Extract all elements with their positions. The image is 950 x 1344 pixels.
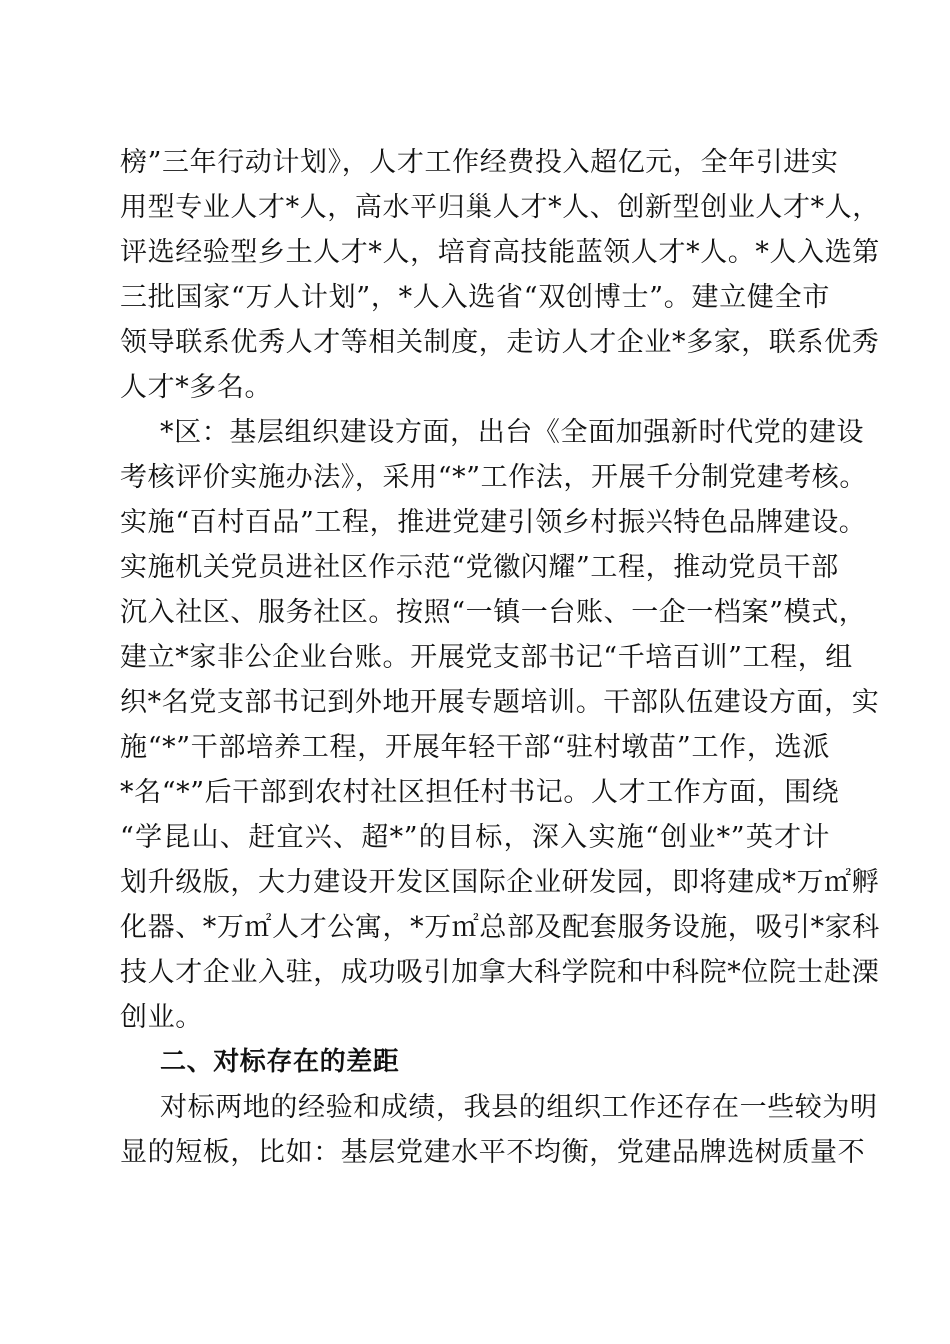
document-body	[120, 140, 880, 1175]
text-line: 划升级版，大力建设开发区国际企业研发园，即将建成*万㎡孵	[120, 867, 880, 898]
text-line: 化器、*万㎡人才公寓，*万㎡总部及配套服务设施，吸引*家科	[120, 912, 880, 943]
text-line: “学昆山、赶宜兴、超*”的目标，深入实施“创业*”英才计	[120, 822, 830, 853]
text-line: 实施机关党员进社区作示范“党徽闪耀”工程，推动党员干部	[120, 552, 839, 583]
text-line: 三批国家“万人计划”，*人入选省“双创博士”。建立健全市	[120, 282, 830, 313]
text-line: 对标两地的经验和成绩，我县的组织工作还存在一些较为明	[160, 1092, 878, 1123]
text-line: 评选经验型乡土人才*人，培育高技能蓝领人才*人。*人入选第	[120, 237, 880, 268]
text-line: 榜”三年行动计划》，人才工作经费投入超亿元，全年引进实	[120, 147, 839, 178]
text-line: *区：基层组织建设方面，出台《全面加强新时代党的建设	[160, 417, 865, 448]
text-line: 用型专业人才*人，高水平归巢人才*人、创新型创业人才*人，	[120, 192, 880, 223]
text-line: 建立*家非公企业台账。开展党支部书记“千培百训”工程，组	[120, 642, 853, 673]
text-line: 考核评价实施办法》，采用“*”工作法，开展千分制党建考核。	[120, 462, 868, 493]
text-line: 施“*”干部培养工程，开展年轻干部“驻村墩苗”工作，选派	[120, 732, 830, 763]
text-line: 显的短板，比如：基层党建水平不均衡，党建品牌选树质量不	[120, 1137, 866, 1168]
text-line: 织*名党支部书记到外地开展专题培训。干部队伍建设方面，实	[120, 687, 880, 718]
text-line: 人才*多名。	[120, 372, 273, 403]
text-line: 实施“百村百品”工程，推进党建引领乡村振兴特色品牌建设。	[120, 507, 867, 538]
paragraph-talent-work-continued	[120, 140, 880, 410]
text-line: 领导联系优秀人才等相关制度，走访人才企业*多家，联系优秀	[120, 327, 880, 358]
section-heading: 二、对标存在的差距	[160, 1047, 400, 1077]
text-line: 沉入社区、服务社区。按照“一镇一台账、一企一档案”模式，	[120, 597, 867, 628]
text-line: *名“*”后干部到农村社区担任村书记。人才工作方面，围绕	[120, 777, 840, 808]
text-line: 创业。	[120, 1002, 203, 1033]
text-line: 技人才企业入驻，成功吸引加拿大科学院和中科院*位院士赴溧	[120, 957, 880, 988]
paragraph-gaps	[120, 1085, 878, 1175]
paragraph-district-experience	[120, 410, 880, 1040]
